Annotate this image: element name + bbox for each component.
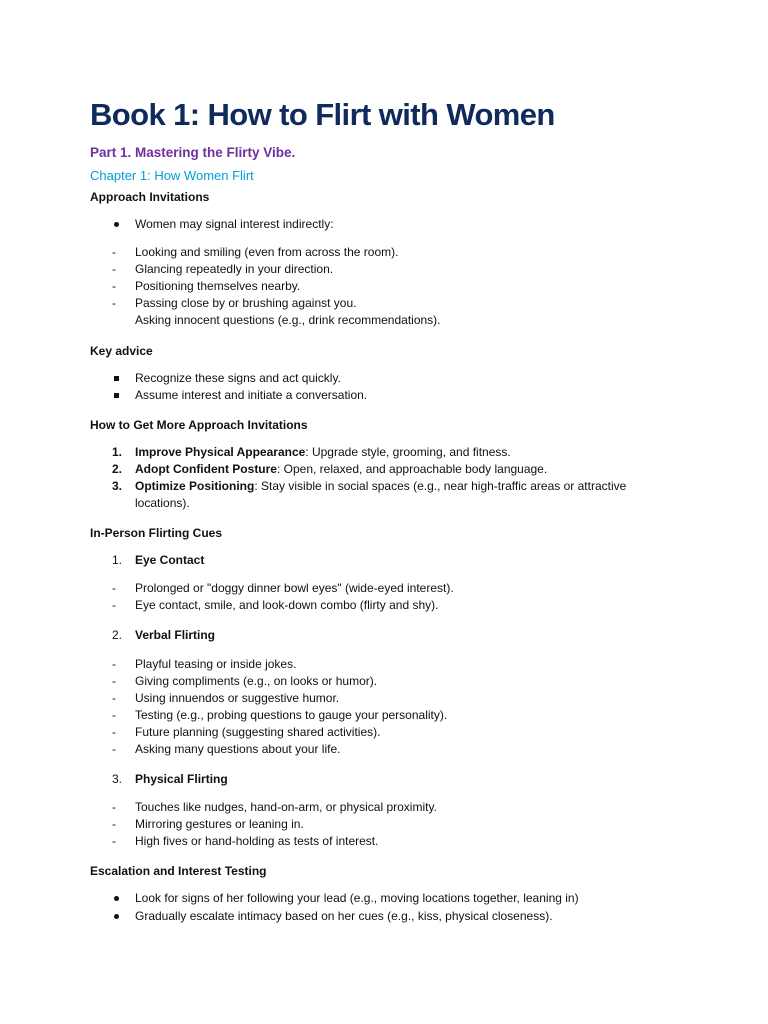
square-bullet-icon — [114, 393, 119, 398]
dash-marker: - — [112, 262, 116, 277]
list-item: - Passing close by or brushing against you. — [90, 295, 710, 312]
dash-marker: - — [112, 707, 116, 722]
list-item: Look for signs of her following your lead (e.g., moving locations together, leaning in) — [90, 890, 710, 907]
list-item: 1. Improve Physical Appearance: Upgrade style, grooming, and fitness. — [90, 444, 710, 461]
approach-bullet-list — [90, 216, 710, 233]
square-bullet-icon — [114, 376, 119, 381]
list-number: 1. — [112, 444, 123, 459]
list-item: - Testing (e.g., probing questions to gauge your personality). — [90, 707, 710, 724]
list-item-continuation: Asking innocent questions (e.g., drink recommendations). — [135, 313, 441, 328]
approach-signs-list — [90, 244, 710, 329]
list-item: Gradually escalate intimacy based on her cues (e.g., kiss, physical closeness). — [90, 908, 710, 925]
dash-marker: - — [112, 245, 116, 260]
bullet-dot-icon — [114, 896, 119, 901]
section-heading-approach: Approach Invitations — [90, 190, 210, 204]
chapter-heading: Chapter 1: How Women Flirt — [90, 168, 254, 183]
subsection-eye-contact: 1. Eye Contact — [90, 552, 710, 569]
list-item: - Glancing repeatedly in your direction. — [90, 261, 710, 278]
eye-contact-list — [90, 580, 710, 614]
book-title: Book 1: How to Flirt with Women — [90, 97, 555, 132]
list-item: - Looking and smiling (even from across the room). — [90, 244, 710, 261]
dash-marker: - — [112, 581, 116, 596]
subsection-verbal-flirting: 2. Verbal Flirting — [90, 627, 710, 644]
list-item: 3. Optimize Positioning: Stay visible in social spaces (e.g., near high-traffic areas or attractive — [90, 478, 710, 495]
list-item: - Playful teasing or inside jokes. — [90, 656, 710, 673]
dash-marker: - — [112, 690, 116, 705]
list-item: - Using innuendos or suggestive humor. — [90, 690, 710, 707]
subsection-physical-flirting: 3. Physical Flirting — [90, 771, 710, 788]
dash-marker: - — [112, 834, 116, 849]
list-item: - Eye contact, smile, and look-down combo (flirty and shy). — [90, 597, 710, 614]
advice-list — [90, 370, 710, 404]
list-item-continuation: locations). — [135, 496, 190, 511]
escalation-list — [90, 890, 710, 924]
physical-flirting-list — [90, 799, 710, 850]
dash-marker: - — [112, 598, 116, 613]
list-item: - Touches like nudges, hand-on-arm, or physical proximity. — [90, 799, 710, 816]
list-item: - High fives or hand-holding as tests of interest. — [90, 833, 710, 850]
verbal-flirting-list — [90, 656, 710, 759]
list-item: - Positioning themselves nearby. — [90, 278, 710, 295]
document-page — [90, 93, 710, 925]
section-heading-flirting-cues: In-Person Flirting Cues — [90, 526, 223, 541]
list-item: - Future planning (suggesting shared activities). — [90, 724, 710, 741]
list-item: 2. Adopt Confident Posture: Open, relaxed, and approachable body language. — [90, 461, 710, 478]
list-item: Recognize these signs and act quickly. — [90, 370, 710, 387]
list-item: Assume interest and initiate a conversation. — [90, 387, 710, 404]
more-invitations-list — [90, 444, 710, 512]
section-heading-key-advice: Key advice — [90, 343, 153, 358]
dash-marker: - — [112, 279, 116, 294]
list-number: 2. — [112, 461, 123, 476]
list-number: 2. — [112, 628, 123, 643]
dash-marker: - — [112, 296, 116, 311]
dash-marker: - — [112, 724, 116, 739]
bullet-dot-icon — [114, 222, 119, 227]
list-number: 3. — [112, 772, 123, 787]
dash-marker: - — [112, 741, 116, 756]
list-item: - Asking many questions about your life. — [90, 741, 710, 758]
list-item: Women may signal interest indirectly: — [90, 216, 710, 233]
part-heading: Part 1. Mastering the Flirty Vibe. — [90, 145, 296, 160]
list-number: 1. — [112, 553, 123, 568]
bullet-dot-icon — [114, 914, 119, 919]
dash-marker: - — [112, 673, 116, 688]
list-item: - Mirroring gestures or leaning in. — [90, 816, 710, 833]
section-heading-more-invitations: How to Get More Approach Invitations — [90, 417, 308, 432]
section-heading-escalation: Escalation and Interest Testing — [90, 864, 267, 879]
list-item: - Prolonged or "doggy dinner bowl eyes" (wide-eyed interest). — [90, 580, 710, 597]
dash-marker: - — [112, 656, 116, 671]
list-number: 3. — [112, 478, 123, 493]
dash-marker: - — [112, 800, 116, 815]
list-item: - Giving compliments (e.g., on looks or humor). — [90, 673, 710, 690]
dash-marker: - — [112, 817, 116, 832]
